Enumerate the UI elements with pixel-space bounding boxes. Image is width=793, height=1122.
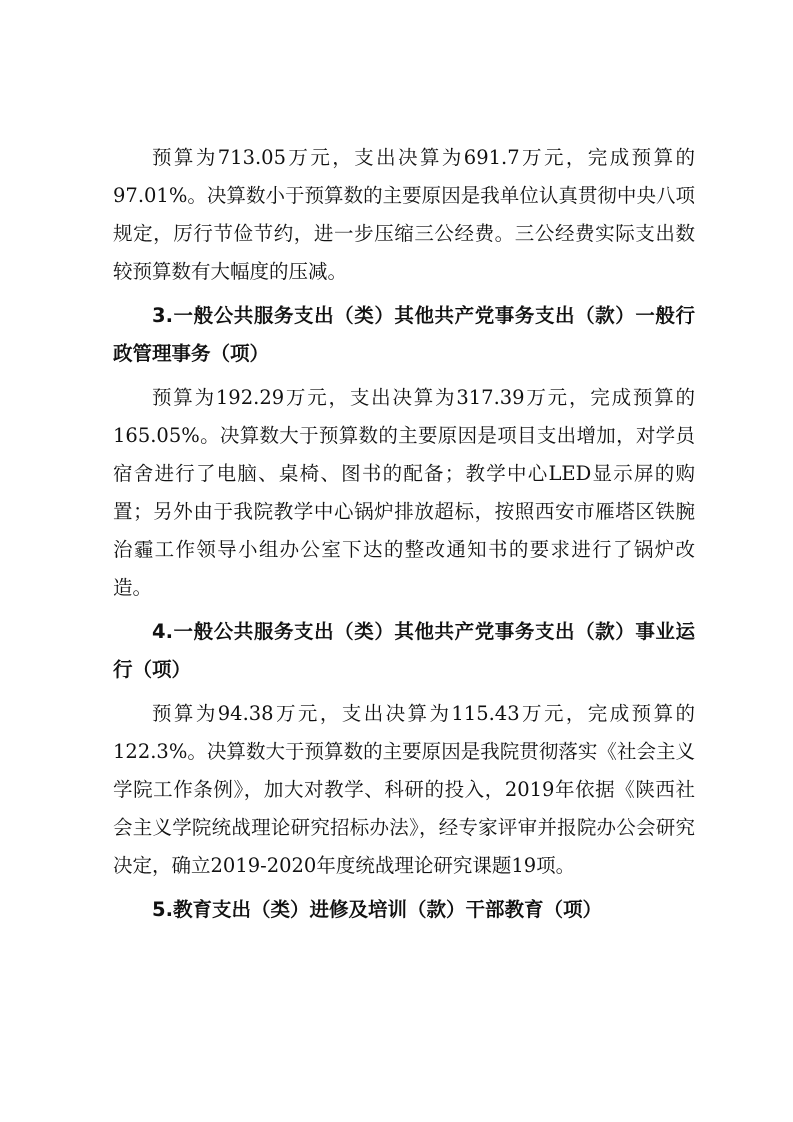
paragraph-admin-affairs: 预算为192.29万元，支出决算为317.39万元，完成预算的165.05%。决算数大于预算数的主要原因是项目支出增加，对学员宿舍进行了电脑、桌椅、图书的配备；教学中心LED显示屏的购置；另外由于我院教学中心锅炉排放超标，按照西安市雁塔区铁腕治霾工作领导小组办公室下达的整改通知书的要求进行了锅炉改造。 bbox=[113, 386, 695, 599]
paragraph-budget-summary: 预算为713.05万元，支出决算为691.7万元，完成预算的97.01%。决算数小于预算数的主要原因是我单位认真贯彻中央八项规定，厉行节俭节约，进一步压缩三公经费。三公经费实际支出数较预算数有大幅度的压减。 bbox=[113, 146, 695, 283]
paragraph-operations: 预算为94.38万元，支出决算为115.43万元，完成预算的122.3%。决算数大于预算数的主要原因是我院贯彻落实《社会主义学院工作条例》，加大对教学、科研的投入，2019年依据《陕西社会主义学院统战理论研究招标办法》，经专家评审并报院办公会研究决定，确立2019-2020年度统战理论研究课题19项。 bbox=[113, 702, 695, 877]
section-heading-3: 3.一般公共服务支出（类）其他共产党事务支出（款）一般行政管理事务（项） bbox=[113, 304, 695, 365]
document-body bbox=[113, 139, 695, 929]
section-heading-5: 5.教育支出（类）进修及培训（款）干部教育（项） bbox=[152, 898, 602, 921]
section-heading-4: 4.一般公共服务支出（类）其他共产党事务支出（款）事业运行（项） bbox=[113, 620, 695, 681]
